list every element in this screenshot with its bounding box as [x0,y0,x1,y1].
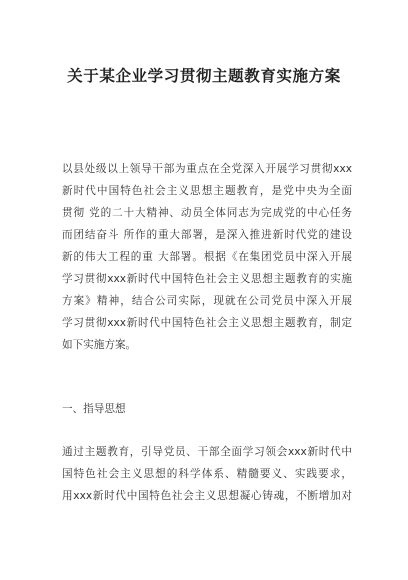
text-line: 方案》精神，结合公司实际，现就在公司党员中深入开展 [62,295,352,307]
text-line: 通过主题教育，引导党员、干部全面学习领会xxx新时代中 [62,446,352,458]
text-line: 以县处级以上领导干部为重点在全党深入开展学习贯彻xxx [62,163,352,175]
text-line: 贯彻 党的二十大精神、动员全体同志为完成党的中心任务 [62,207,352,219]
text-line: 新的伟大工程的重 大部署。根据《在集团党员中深入开展 [62,251,352,263]
section-heading-text: 一、指导思想 [62,403,126,415]
text-line: 学习贯彻xxx新时代中国特色社会主义思想主题教育的实施 [62,273,352,285]
intro-paragraph [62,158,352,356]
guiding-thought-paragraph [62,441,352,507]
text-line: 国特色社会主义思想的科学体系、精髓要义、实践要求， [62,468,352,480]
text-line: 学习贯彻xxx新时代中国特色社会主义思想主题教育，制定 [62,317,352,329]
document-title: 关于某企业学习贯彻主题教育实施方案 [67,66,341,85]
text-line: 用xxx新时代中国特色社会主义思想凝心铸魂，不断增加对 [62,490,352,502]
text-line: 如下实施方案。 [62,339,137,351]
text-line: 而团结奋斗 所作的重大部署，是深入推进新时代党的建设 [62,229,352,241]
section-heading [62,398,352,420]
text-line: 新时代中国特色社会主义思想主题教育，是党中央为全面 [62,185,352,197]
